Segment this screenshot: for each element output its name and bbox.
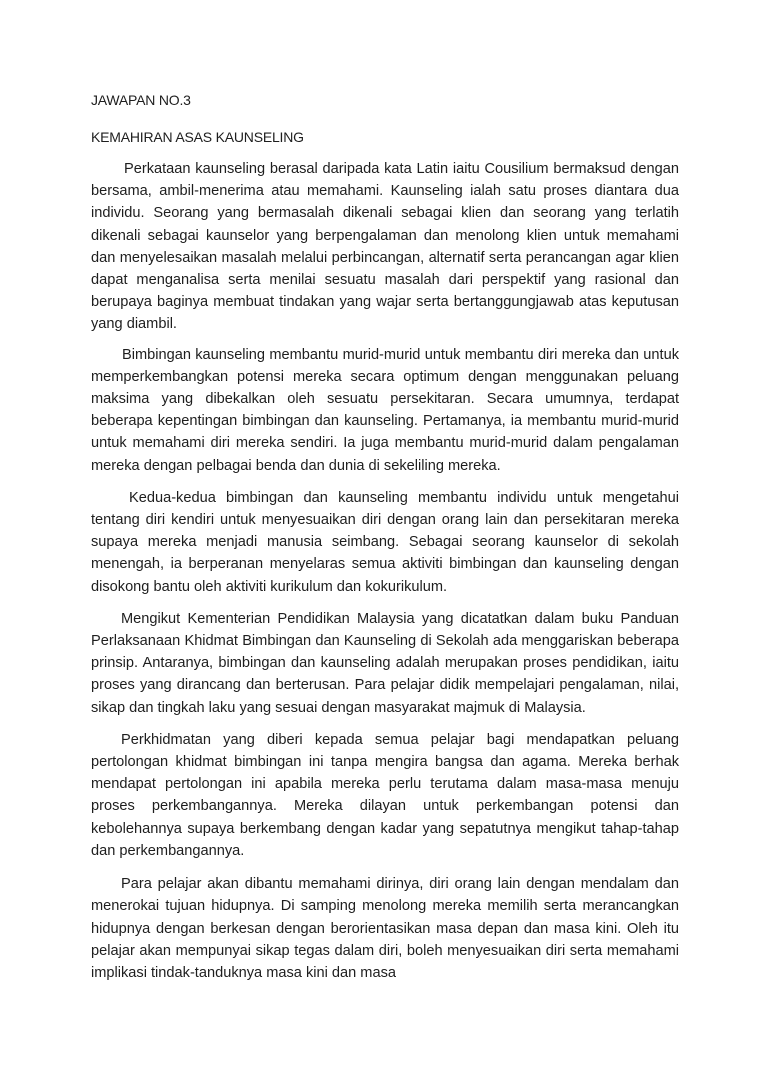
section-title: KEMAHIRAN ASAS KAUNSELING [91, 129, 304, 145]
paragraph-guidance-role: Bimbingan kaunseling membantu murid-murid untuk membantu diri mereka dan untuk memperkembangkan potensi mereka secara optimum dengan menggunakan peluang maksima yang dibekalkan oleh sesuatu persekitaran. Secara umumnya, terdapat beberapa kepentingan bimbingan dan kaunseling. Pertamanya, ia membantu murid-murid untuk memahami diri mereka sendiri. Ia juga membantu murid-murid dalam pengalaman mereka dengan pelbagai benda dan dunia di sekeliling mereka. [91, 346, 679, 474]
paragraph-definition: Perkataan kaunseling berasal daripada kata Latin iaitu Cousilium bermaksud dengan bersama, ambil-menerima atau memahami. Kaunseling ialah satu proses diantara dua individu. Seorang yang bermasalah dikenali sebagai klien dan seorang yang terlatih dikenali sebagai kaunselor yang berpengalaman dan menolong klien untuk memahami dan menyelesaikan masalah melalui perbincangan, alternatif serta perancangan agar klien dapat menganalisa serta menilai sesuatu masalah dari perspektif yang rasional dan berupaya baginya membuat tindakan yang wajar serta bertanggungjawab atas keputusan yang diambil. [91, 161, 679, 333]
paragraph-student-outcomes: Para pelajar akan dibantu memahami dirinya, diri orang lain dengan mendalam dan menerokai tujuan hidupnya. Di samping menolong mereka memilih serta merancangkan hidupnya dengan berkesan dengan berorientasikan masa depan dan masa kini. Oleh itu pelajar akan mempunyai sikap tegas dalam diri, boleh menyesuaikan diri serta memahami implikasi tindak-tanduknya masa kini dan masa [91, 876, 679, 981]
paragraph-counselor-role: Kedua-kedua bimbingan dan kaunseling membantu individu untuk mengetahui tentang diri kendiri untuk menyesuaikan diri dengan orang lain dan persekitaran mereka supaya mereka menjadi manusia seimbang. Sebagai seorang kaunselor di sekolah menengah, ia berperanan menyelaras semua aktiviti bimbingan dan kaunseling dengan disokong bantu oleh aktiviti kurikulum dan kokurikulum. [91, 489, 679, 595]
answer-number-heading: JAWAPAN NO.3 [91, 92, 191, 108]
paragraph-services: Perkhidmatan yang diberi kepada semua pelajar bagi mendapatkan peluang pertolongan khidmat bimbingan ini tanpa mengira bangsa dan agama. Mereka berhak mendapat pertolongan ini apabila mereka perlu terutama dalam masa-masa menuju proses perkembangannya. Mereka dilayan untuk perkembangan potensi dan kebolehannya supaya berkembang dengan kadar yang sepatutnya mengikut tahap-tahap dan perkembangannya. [91, 731, 679, 859]
paragraph-ministry-principles: Mengikut Kementerian Pendidikan Malaysia yang dicatatkan dalam buku Panduan Perlaksanaan Khidmat Bimbingan dan Kaunseling di Sekolah ada menggariskan beberapa prinsip. Antaranya, bimbingan dan kaunseling adalah merupakan proses pendidikan, iaitu proses yang dirancang dan berterusan. Para pelajar didik mempelajari pengalaman, nilai, sikap dan tingkah laku yang sesuai dengan masyarakat majmuk di Malaysia. [91, 610, 679, 716]
document-page [91, 84, 679, 984]
